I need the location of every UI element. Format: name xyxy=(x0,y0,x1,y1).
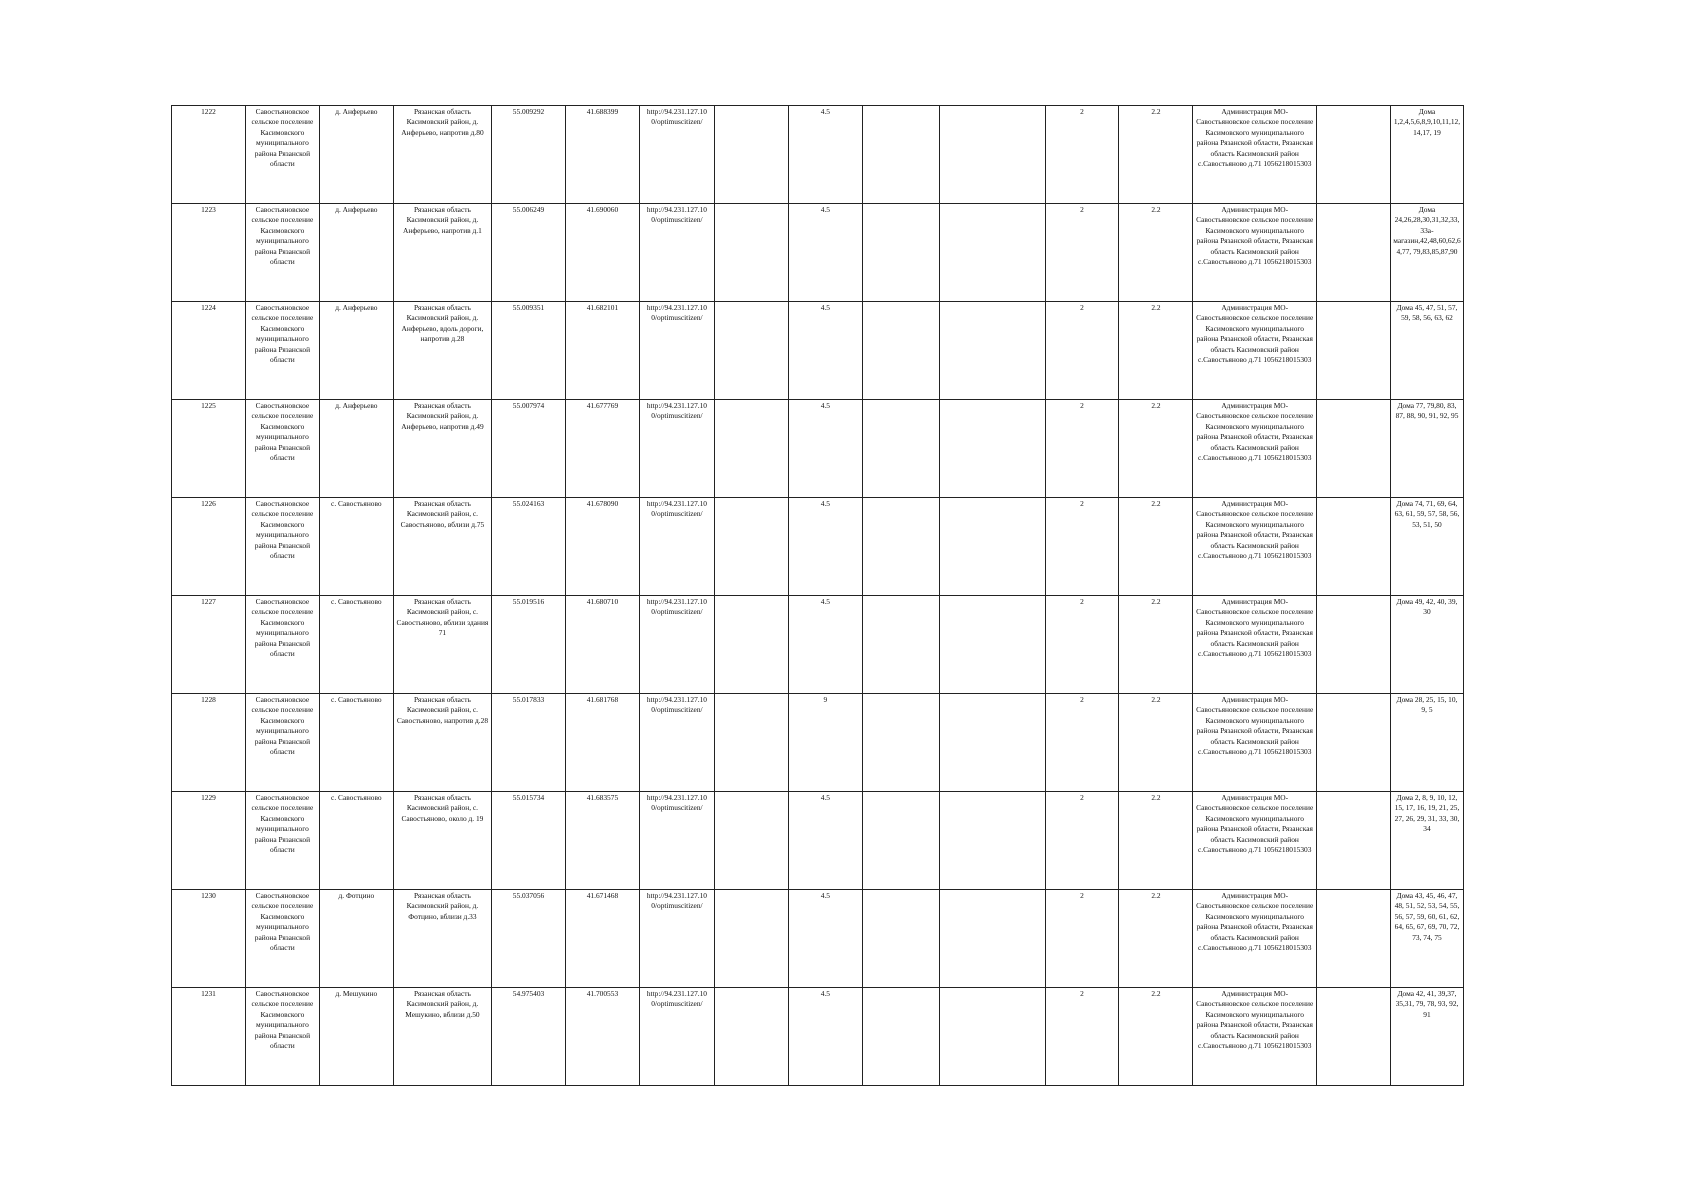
cell-owner: Администрация МО-Савостьяновское сельское поселение Касимовского муниципального района Рязанской области, Рязанская область Касимовский район с.Савостьяново д.71 1056218015303 xyxy=(1193,204,1317,302)
cell-houses: Дома 28, 25, 15, 10, 9, 5 xyxy=(1390,694,1463,792)
cell-lon: 41.677769 xyxy=(565,400,639,498)
cell-houses: Дома 2, 8, 9, 10, 12, 15, 17, 16, 19, 21, 25, 27, 26, 29, 31, 33, 30, 34 xyxy=(1390,792,1463,890)
cell-empty xyxy=(862,400,939,498)
cell-settlement: Савостьяновское сельское поселение Касимовского муниципального района Рязанской области xyxy=(245,204,319,302)
cell-empty xyxy=(862,890,939,988)
cell-count: 2 xyxy=(1045,498,1119,596)
cell-owner: Администрация МО-Савостьяновское сельское поселение Касимовского муниципального района Рязанской области, Рязанская область Касимовский район с.Савостьяново д.71 1056218015303 xyxy=(1193,498,1317,596)
cell-url: http://94.231.127.10 0/optimuscitizen/ xyxy=(639,106,714,204)
cell-num: 1226 xyxy=(172,498,246,596)
cell-empty xyxy=(862,792,939,890)
cell-num: 1229 xyxy=(172,792,246,890)
cell-empty xyxy=(1317,694,1391,792)
table-row xyxy=(172,890,1464,988)
cell-count: 2 xyxy=(1045,890,1119,988)
cell-empty xyxy=(939,106,1045,204)
cell-area: 4.5 xyxy=(788,498,862,596)
cell-houses: Дома 49, 42, 40, 39, 30 xyxy=(1390,596,1463,694)
cell-empty xyxy=(1317,596,1391,694)
cell-empty xyxy=(939,792,1045,890)
table-row xyxy=(172,596,1464,694)
cell-lat: 55.006249 xyxy=(492,204,566,302)
cell-lat: 55.037056 xyxy=(492,890,566,988)
cell-volume: 2.2 xyxy=(1119,204,1193,302)
cell-locality: д. Анферьево xyxy=(319,400,393,498)
cell-houses: Дома 24,26,28,30,31,32,33, 33а-магазин,42,48,60,62,64,77, 79,83,85,87,90 xyxy=(1390,204,1463,302)
cell-url: http://94.231.127.10 0/optimuscitizen/ xyxy=(639,204,714,302)
cell-empty xyxy=(1317,204,1391,302)
cell-num: 1227 xyxy=(172,596,246,694)
table-row xyxy=(172,106,1464,204)
cell-lat: 55.019516 xyxy=(492,596,566,694)
cell-num: 1228 xyxy=(172,694,246,792)
cell-empty xyxy=(714,792,788,890)
cell-settlement: Савостьяновское сельское поселение Касимовского муниципального района Рязанской области xyxy=(245,596,319,694)
cell-settlement: Савостьяновское сельское поселение Касимовского муниципального района Рязанской области xyxy=(245,792,319,890)
cell-empty xyxy=(862,988,939,1086)
cell-houses: Дома 77, 79,80, 83, 87, 88, 90, 91, 92, 95 xyxy=(1390,400,1463,498)
cell-url: http://94.231.127.10 0/optimuscitizen/ xyxy=(639,694,714,792)
cell-lon: 41.678090 xyxy=(565,498,639,596)
cell-num: 1222 xyxy=(172,106,246,204)
cell-empty xyxy=(939,498,1045,596)
cell-volume: 2.2 xyxy=(1119,596,1193,694)
cell-houses: Дома 43, 45, 46, 47, 48, 51, 52, 53, 54, 55, 56, 57, 59, 60, 61, 62, 64, 65, 67, 69, 70, 72, 73, 74, 75 xyxy=(1390,890,1463,988)
cell-settlement: Савостьяновское сельское поселение Касимовского муниципального района Рязанской области xyxy=(245,302,319,400)
cell-count: 2 xyxy=(1045,106,1119,204)
cell-houses: Дома 74, 71, 69, 64, 63, 61, 59, 57, 58, 56, 53, 51, 50 xyxy=(1390,498,1463,596)
cell-owner: Администрация МО-Савостьяновское сельское поселение Касимовского муниципального района Рязанской области, Рязанская область Касимовский район с.Савостьяново д.71 1056218015303 xyxy=(1193,302,1317,400)
cell-url: http://94.231.127.10 0/optimuscitizen/ xyxy=(639,890,714,988)
cell-count: 2 xyxy=(1045,792,1119,890)
cell-address: Рязанская область Касимовский район, д. Фотцино, вблизи д.33 xyxy=(393,890,491,988)
cell-locality: с. Савостьяново xyxy=(319,596,393,694)
cell-settlement: Савостьяновское сельское поселение Касимовского муниципального района Рязанской области xyxy=(245,400,319,498)
cell-owner: Администрация МО-Савостьяновское сельское поселение Касимовского муниципального района Рязанской области, Рязанская область Касимовский район с.Савостьяново д.71 1056218015303 xyxy=(1193,106,1317,204)
cell-empty xyxy=(1317,498,1391,596)
cell-address: Рязанская область Касимовский район, д. Анферьево, напротив д.80 xyxy=(393,106,491,204)
cell-lat: 55.015734 xyxy=(492,792,566,890)
cell-lon: 41.700553 xyxy=(565,988,639,1086)
cell-address: Рязанская область Касимовский район, с. Савостьяново, около д. 19 xyxy=(393,792,491,890)
cell-empty xyxy=(1317,400,1391,498)
table-row xyxy=(172,792,1464,890)
cell-num: 1230 xyxy=(172,890,246,988)
cell-volume: 2.2 xyxy=(1119,792,1193,890)
cell-locality: с. Савостьяново xyxy=(319,792,393,890)
cell-empty xyxy=(862,106,939,204)
cell-area: 4.5 xyxy=(788,792,862,890)
cell-address: Рязанская область Касимовский район, д. Мешукино, вблизи д.50 xyxy=(393,988,491,1086)
cell-empty xyxy=(714,106,788,204)
cell-empty xyxy=(714,302,788,400)
cell-count: 2 xyxy=(1045,988,1119,1086)
cell-empty xyxy=(1317,106,1391,204)
cell-empty xyxy=(1317,302,1391,400)
cell-lon: 41.682101 xyxy=(565,302,639,400)
cell-count: 2 xyxy=(1045,302,1119,400)
cell-lon: 41.688399 xyxy=(565,106,639,204)
cell-settlement: Савостьяновское сельское поселение Касимовского муниципального района Рязанской области xyxy=(245,890,319,988)
cell-lon: 41.690060 xyxy=(565,204,639,302)
cell-houses: Дома 45, 47, 51, 57, 59, 58, 56, 63, 62 xyxy=(1390,302,1463,400)
cell-url: http://94.231.127.10 0/optimuscitizen/ xyxy=(639,988,714,1086)
cell-empty xyxy=(1317,988,1391,1086)
cell-volume: 2.2 xyxy=(1119,890,1193,988)
cell-empty xyxy=(862,596,939,694)
cell-url: http://94.231.127.10 0/optimuscitizen/ xyxy=(639,498,714,596)
cell-volume: 2.2 xyxy=(1119,498,1193,596)
cell-count: 2 xyxy=(1045,694,1119,792)
cell-locality: с. Савостьяново xyxy=(319,694,393,792)
cell-volume: 2.2 xyxy=(1119,302,1193,400)
cell-count: 2 xyxy=(1045,204,1119,302)
cell-area: 4.5 xyxy=(788,596,862,694)
cell-lat: 55.007974 xyxy=(492,400,566,498)
cell-empty xyxy=(862,498,939,596)
cell-area: 4.5 xyxy=(788,204,862,302)
cell-address: Рязанская область Касимовский район, с. Савостьяново, вблизи здания 71 xyxy=(393,596,491,694)
cell-empty xyxy=(939,596,1045,694)
cell-volume: 2.2 xyxy=(1119,988,1193,1086)
cell-url: http://94.231.127.10 0/optimuscitizen/ xyxy=(639,400,714,498)
table-row xyxy=(172,694,1464,792)
cell-settlement: Савостьяновское сельское поселение Касимовского муниципального района Рязанской области xyxy=(245,694,319,792)
cell-volume: 2.2 xyxy=(1119,694,1193,792)
cell-houses: Дома 42, 41, 39,37, 35,31, 79, 78, 93, 92, 91 xyxy=(1390,988,1463,1086)
cell-owner: Администрация МО-Савостьяновское сельское поселение Касимовского муниципального района Рязанской области, Рязанская область Касимовский район с.Савостьяново д.71 1056218015303 xyxy=(1193,792,1317,890)
cell-locality: д. Анферьево xyxy=(319,106,393,204)
cell-owner: Администрация МО-Савостьяновское сельское поселение Касимовского муниципального района Рязанской области, Рязанская область Касимовский район с.Савостьяново д.71 1056218015303 xyxy=(1193,890,1317,988)
cell-count: 2 xyxy=(1045,596,1119,694)
cell-empty xyxy=(939,694,1045,792)
cell-area: 4.5 xyxy=(788,302,862,400)
cell-lon: 41.683575 xyxy=(565,792,639,890)
table-row xyxy=(172,400,1464,498)
cell-empty xyxy=(1317,890,1391,988)
cell-area: 4.5 xyxy=(788,890,862,988)
cell-count: 2 xyxy=(1045,400,1119,498)
table-row xyxy=(172,302,1464,400)
cell-owner: Администрация МО-Савостьяновское сельское поселение Касимовского муниципального района Рязанской области, Рязанская область Касимовский район с.Савостьяново д.71 1056218015303 xyxy=(1193,694,1317,792)
cell-empty xyxy=(714,890,788,988)
cell-empty xyxy=(862,302,939,400)
cell-num: 1224 xyxy=(172,302,246,400)
cell-num: 1231 xyxy=(172,988,246,1086)
cell-area: 4.5 xyxy=(788,988,862,1086)
cell-settlement: Савостьяновское сельское поселение Касимовского муниципального района Рязанской области xyxy=(245,498,319,596)
cell-lat: 54.975403 xyxy=(492,988,566,1086)
cell-empty xyxy=(714,204,788,302)
cell-volume: 2.2 xyxy=(1119,400,1193,498)
cell-url: http://94.231.127.10 0/optimuscitizen/ xyxy=(639,596,714,694)
cell-lat: 55.009351 xyxy=(492,302,566,400)
cell-lon: 41.681768 xyxy=(565,694,639,792)
cell-empty xyxy=(862,204,939,302)
cell-address: Рязанская область Касимовский район, с. Савостьяново, вблизи д.75 xyxy=(393,498,491,596)
cell-locality: д. Мешукино xyxy=(319,988,393,1086)
cell-volume: 2.2 xyxy=(1119,106,1193,204)
cell-url: http://94.231.127.10 0/optimuscitizen/ xyxy=(639,792,714,890)
cell-lat: 55.017833 xyxy=(492,694,566,792)
cell-empty xyxy=(939,988,1045,1086)
cell-empty xyxy=(939,400,1045,498)
cell-address: Рязанская область Касимовский район, д. Анферьево, напротив д.1 xyxy=(393,204,491,302)
cell-locality: д. Анферьево xyxy=(319,302,393,400)
cell-empty xyxy=(714,988,788,1086)
cell-empty xyxy=(939,302,1045,400)
cell-empty xyxy=(939,204,1045,302)
cell-num: 1223 xyxy=(172,204,246,302)
cell-address: Рязанская область Касимовский район, д. Анферьево, напротив д.49 xyxy=(393,400,491,498)
cell-owner: Администрация МО-Савостьяновское сельское поселение Касимовского муниципального района Рязанской области, Рязанская область Касимовский район с.Савостьяново д.71 1056218015303 xyxy=(1193,596,1317,694)
cell-address: Рязанская область Касимовский район, д. Анферьево, вдоль дороги, напротив д.28 xyxy=(393,302,491,400)
cell-num: 1225 xyxy=(172,400,246,498)
cell-empty xyxy=(939,890,1045,988)
cell-owner: Администрация МО-Савостьяновское сельское поселение Касимовского муниципального района Рязанской области, Рязанская область Касимовский район с.Савостьяново д.71 1056218015303 xyxy=(1193,988,1317,1086)
cell-url: http://94.231.127.10 0/optimuscitizen/ xyxy=(639,302,714,400)
cell-locality: д. Фотцино xyxy=(319,890,393,988)
cell-settlement: Савостьяновское сельское поселение Касимовского муниципального района Рязанской области xyxy=(245,988,319,1086)
cell-address: Рязанская область Касимовский район, с. Савостьяново, напротив д.28 xyxy=(393,694,491,792)
registry-table xyxy=(171,105,1464,1086)
cell-empty xyxy=(714,596,788,694)
table-row xyxy=(172,988,1464,1086)
cell-locality: д. Анферьево xyxy=(319,204,393,302)
cell-empty xyxy=(1317,792,1391,890)
cell-lon: 41.671468 xyxy=(565,890,639,988)
cell-settlement: Савостьяновское сельское поселение Касимовского муниципального района Рязанской области xyxy=(245,106,319,204)
cell-empty xyxy=(862,694,939,792)
cell-area: 9 xyxy=(788,694,862,792)
cell-lat: 55.024163 xyxy=(492,498,566,596)
cell-area: 4.5 xyxy=(788,400,862,498)
cell-empty xyxy=(714,694,788,792)
table-row xyxy=(172,204,1464,302)
cell-owner: Администрация МО-Савостьяновское сельское поселение Касимовского муниципального района Рязанской области, Рязанская область Касимовский район с.Савостьяново д.71 1056218015303 xyxy=(1193,400,1317,498)
cell-lon: 41.680710 xyxy=(565,596,639,694)
cell-empty xyxy=(714,498,788,596)
cell-lat: 55.009292 xyxy=(492,106,566,204)
table-row xyxy=(172,498,1464,596)
cell-locality: с. Савостьяново xyxy=(319,498,393,596)
cell-empty xyxy=(714,400,788,498)
cell-houses: Дома 1,2,4,5,6,8,9,10,11,12,14,17, 19 xyxy=(1390,106,1463,204)
cell-area: 4.5 xyxy=(788,106,862,204)
